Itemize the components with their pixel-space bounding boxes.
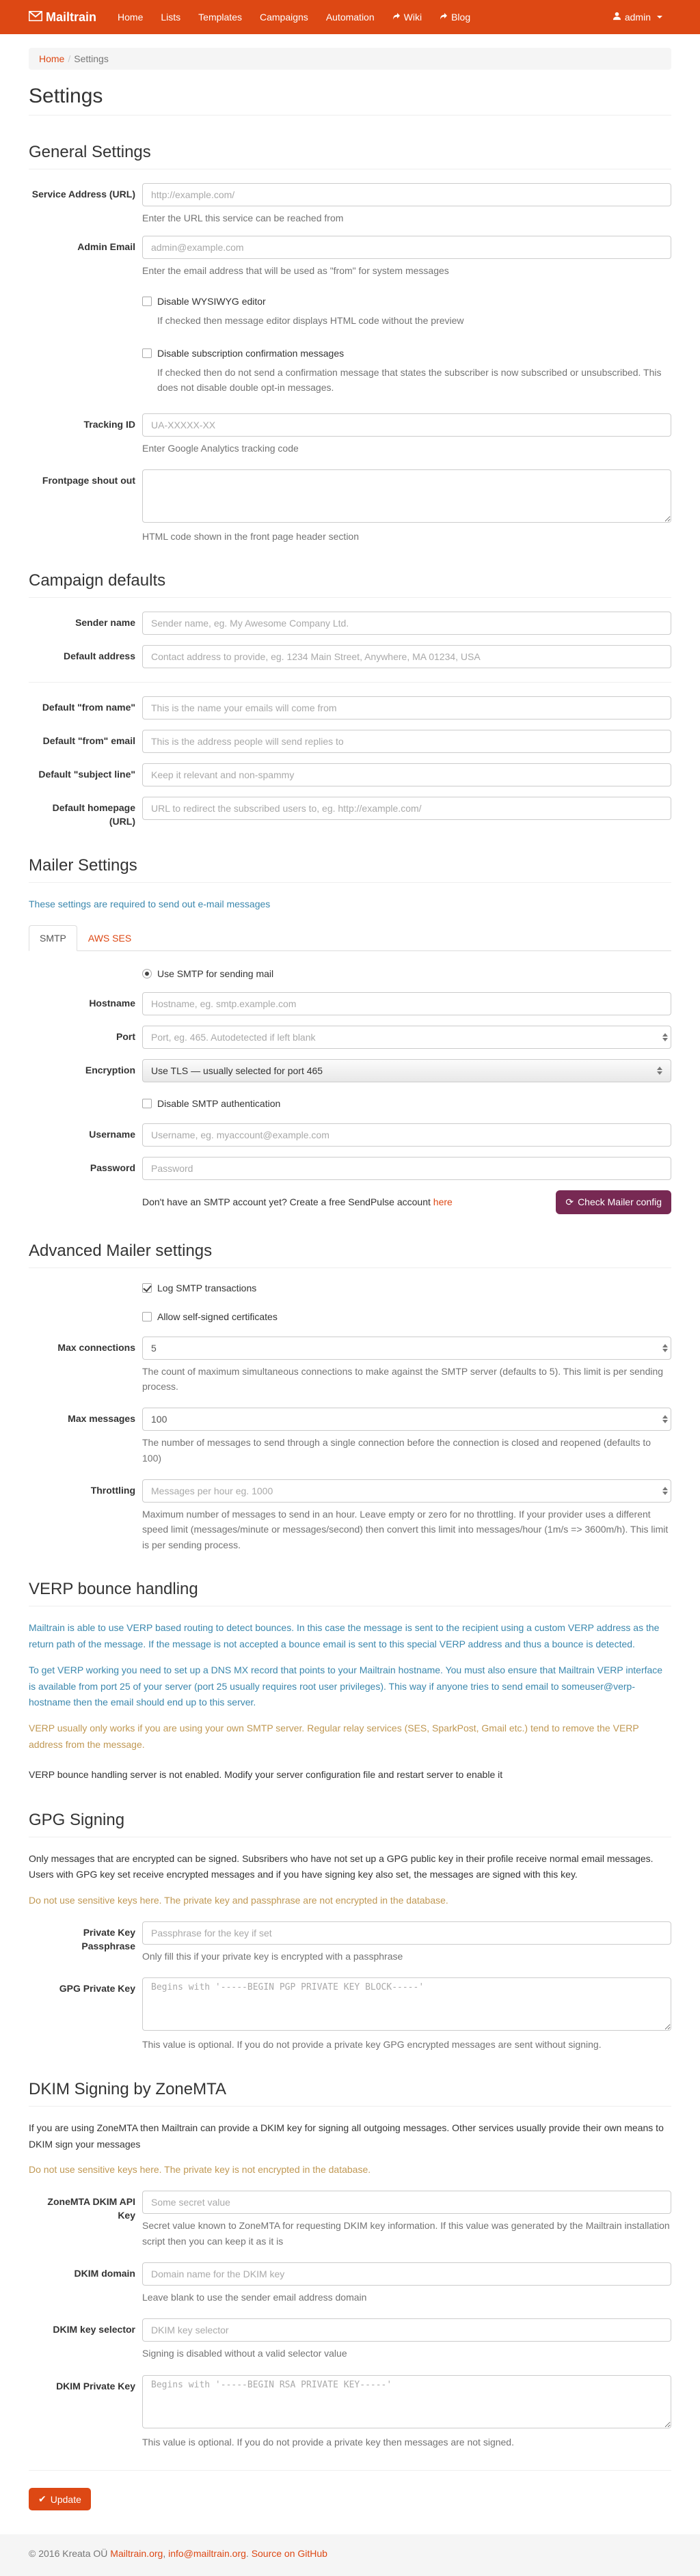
gpg-private-key-help: This value is optional. If you do not provide a private key GPG encrypted messages are sent without signing.: [142, 2039, 602, 2051]
tab-aws-ses[interactable]: AWS SES: [88, 933, 132, 944]
max-messages-label: Max messages: [68, 1413, 135, 1425]
self-signed-label: Allow self-signed certificates: [157, 1311, 278, 1322]
password-label: Password: [90, 1162, 135, 1173]
default-homepage-input[interactable]: [142, 797, 671, 820]
nav-item-home[interactable]: Home: [118, 12, 144, 23]
tracking-id-label: Tracking ID: [83, 418, 135, 430]
section-general-settings: General Settings: [29, 143, 151, 161]
from-name-label: Default "from name": [42, 702, 135, 713]
mailer-info-text: These settings are required to send out e-mail messages: [29, 899, 271, 910]
nav-item-campaigns[interactable]: Campaigns: [259, 12, 308, 23]
encryption-label: Encryption: [85, 1064, 135, 1075]
shoutout-textarea[interactable]: [142, 469, 671, 523]
disable-confirmation-checkbox[interactable]: [142, 347, 671, 361]
smtp-tab-panel: [29, 951, 671, 1214]
user-menu[interactable]: [604, 0, 671, 34]
subject-line-input[interactable]: [142, 763, 671, 786]
max-messages-help: The number of messages to send through a single connection before the connection is closed and reopened (defaults to 100): [142, 1437, 651, 1464]
gpg-info: Only messages that are encrypted can be signed. Subsribers who have not set up a GPG public key in their profile receive normal email messages. Users with GPG key set receive encrypted messages and if you have signing key also set, the messages are signed with this key.: [29, 1852, 654, 1880]
user-name: admin: [624, 12, 651, 23]
verp-status: VERP bounce handling server is not enabled. Modify your server configuration file and restart server to enable it: [29, 1768, 503, 1780]
gpg-warning: Do not use sensitive keys here. The private key and passphrase are not encrypted in the database.: [29, 1895, 448, 1906]
checkbox-unchecked-icon[interactable]: [142, 348, 152, 358]
port-input[interactable]: [142, 1026, 671, 1049]
divider: [29, 882, 671, 883]
radio-selected-icon[interactable]: [142, 969, 152, 978]
dkim-selector-help: Signing is disabled without a valid selector value: [142, 2348, 347, 2359]
page-footer: [0, 2534, 700, 2576]
admin-email-help: Enter the email address that will be used as "from" for system messages: [142, 265, 449, 277]
footer-mailtrain-link[interactable]: Mailtrain.org: [110, 2548, 163, 2560]
disable-wysiwyg-help: If checked then message editor displays HTML code without the preview: [157, 314, 464, 326]
footer-email-link[interactable]: info@mailtrain.org: [168, 2548, 246, 2560]
hostname-input[interactable]: [142, 992, 671, 1015]
log-smtp-checkbox[interactable]: [142, 1282, 671, 1296]
username-input[interactable]: [142, 1123, 671, 1147]
use-smtp-radio-label: Use SMTP for sending mail: [157, 968, 274, 980]
dkim-api-key-input[interactable]: [142, 2191, 671, 2214]
nav-item-automation[interactable]: Automation: [325, 12, 375, 23]
throttling-input[interactable]: [142, 1479, 671, 1503]
disable-smtp-auth-checkbox[interactable]: [142, 1097, 671, 1111]
user-icon: [612, 12, 621, 23]
gpg-private-key-textarea[interactable]: [142, 1977, 671, 2031]
section-verp: VERP bounce handling: [29, 1580, 198, 1599]
log-smtp-label: Log SMTP transactions: [157, 1282, 257, 1293]
max-messages-input[interactable]: [142, 1408, 671, 1431]
use-smtp-radio[interactable]: [142, 968, 671, 981]
from-name-input[interactable]: [142, 696, 671, 720]
gpg-private-key-label: GPG Private Key: [59, 1983, 135, 1995]
breadcrumb-current: Settings: [74, 53, 109, 64]
sendpulse-here-link[interactable]: here: [433, 1196, 453, 1208]
number-stepper-icon[interactable]: [662, 1033, 668, 1041]
sender-name-input[interactable]: [142, 612, 671, 635]
check-mailer-config-button[interactable]: ⟳ Check Mailer config: [556, 1190, 671, 1214]
chevron-down-icon: [657, 16, 662, 18]
sendpulse-text: Don't have an SMTP account yet? Create a free SendPulse account here: [142, 1196, 453, 1208]
section-dkim: DKIM Signing by ZoneMTA: [29, 2079, 226, 2098]
disable-smtp-auth-label: Disable SMTP authentication: [157, 1097, 281, 1109]
max-connections-help: The count of maximum simultaneous connections to make against the SMTP server (defaults to 5). This limit is per sending process.: [142, 1365, 664, 1392]
dkim-domain-help: Leave blank to use the sender email address domain: [142, 2291, 367, 2303]
brand-label: Mailtrain: [46, 10, 97, 24]
mailtrain-brand[interactable]: [29, 10, 96, 25]
dkim-selector-label: DKIM key selector: [53, 2324, 135, 2335]
shoutout-label: Frontpage shout out: [42, 475, 135, 487]
section-advanced-mailer: Advanced Mailer settings: [29, 1241, 213, 1260]
dkim-api-key-help: Secret value known to ZoneMTA for requesting DKIM key information. If this value was generated by the Mailtrain installation script then you can keep it as it is: [142, 2220, 670, 2247]
service-address-help: Enter the URL this service can be reached from: [142, 213, 344, 223]
divider: [29, 597, 671, 598]
default-address-label: Default address: [63, 650, 135, 662]
self-signed-checkbox[interactable]: [142, 1311, 671, 1324]
breadcrumb-home-link[interactable]: Home: [39, 53, 65, 64]
dkim-warning: Do not use sensitive keys here. The private key is not encrypted in the database.: [29, 2164, 371, 2176]
footer-copyright: © 2016 Kreata OÜ Mailtrain.org, info@mailtrain.org. Source on GitHub: [29, 2548, 327, 2560]
breadcrumb: [29, 48, 671, 70]
tracking-id-help: Enter Google Analytics tracking code: [142, 442, 299, 454]
default-homepage-label: Default homepage (URL): [52, 802, 135, 827]
divider: [29, 2470, 671, 2471]
service-address-input[interactable]: [142, 183, 671, 206]
nav-item-wiki[interactable]: Wiki: [383, 0, 431, 34]
encryption-selected-value: Use TLS — usually selected for port 465: [151, 1065, 323, 1076]
section-gpg: GPG Signing: [29, 1810, 125, 1829]
subject-line-label: Default "subject line": [38, 769, 135, 780]
divider: [29, 682, 671, 683]
dkim-private-key-textarea[interactable]: [142, 2375, 671, 2428]
nav-item-lists[interactable]: Lists: [161, 12, 181, 23]
disable-confirmation-help: If checked then do not send a confirmation message that states the subscriber is now subscribed or unsubscribed. This does not disable double opt-in messages.: [157, 366, 662, 394]
verp-info-2: To get VERP working you need to set up a DNS MX record that points to your Mailtrain hostname. You must also ensure that Mailtrain VERP interface is available from port 25 of your server (port 25 usually requires root user privileges). This way if anyone tries to send email to someuser@verp-hostname then the email should end up to this server.: [29, 1664, 663, 1708]
dkim-selector-input[interactable]: [142, 2318, 671, 2342]
max-connections-label: Max connections: [57, 1341, 135, 1353]
username-label: Username: [89, 1128, 135, 1140]
update-button[interactable]: ✔ Update: [29, 2488, 91, 2510]
top-navbar: [0, 0, 700, 34]
tracking-id-input[interactable]: [142, 413, 671, 437]
verp-info-1: Mailtrain is able to use VERP based routing to detect bounces. In this case the message is sent to the recipient using a custom VERP address as the return path of the message. If the message is not accepted a bounce email is sent to this special VERP address and thus a bounce is detected.: [29, 1622, 660, 1650]
dkim-info: If you are using ZoneMTA then Mailtrain can provide a DKIM key for signing all outgoing messages. Other services usually provide their own means to DKIM sign your messages: [29, 2122, 664, 2150]
verp-warning: VERP usually only works if you are using your own SMTP server. Regular relay services (SES, SparkPost, Gmail etc.) tend to remove the VERP address from the message.: [29, 1723, 639, 1751]
disable-confirmation-label: Disable subscription confirmation messages: [157, 348, 345, 359]
refresh-icon: ⟳: [565, 1196, 574, 1207]
section-campaign-defaults: Campaign defaults: [29, 571, 166, 590]
section-mailer-settings: Mailer Settings: [29, 856, 137, 875]
from-email-input[interactable]: [142, 730, 671, 753]
check-icon: ✔: [38, 2493, 46, 2505]
divider: [29, 2106, 671, 2107]
external-link-icon: [440, 12, 448, 23]
external-link-icon: [392, 12, 401, 23]
sender-name-label: Sender name: [75, 617, 135, 629]
page-title: Settings: [29, 85, 103, 107]
dkim-api-key-label: ZoneMTA DKIM API Key: [47, 2196, 135, 2221]
disable-wysiwyg-label: Disable WYSIWYG editor: [157, 295, 266, 307]
shoutout-help: HTML code shown in the front page header section: [142, 531, 360, 543]
dkim-private-key-label: DKIM Private Key: [56, 2380, 135, 2392]
checkbox-checked-icon[interactable]: [142, 1283, 152, 1293]
checkbox-unchecked-icon[interactable]: [142, 297, 152, 306]
number-stepper-icon[interactable]: [662, 1415, 668, 1423]
port-label: Port: [116, 1030, 135, 1042]
number-stepper-icon[interactable]: [662, 1344, 668, 1352]
mailer-tabs: [29, 925, 671, 951]
dkim-domain-label: DKIM domain: [74, 2267, 135, 2279]
max-connections-input[interactable]: [142, 1337, 671, 1360]
envelope-logo-icon: [29, 10, 42, 25]
hostname-label: Hostname: [89, 997, 135, 1009]
gpg-passphrase-help: Only fill this if your private key is encrypted with a passphrase: [142, 1951, 403, 1962]
number-stepper-icon[interactable]: [662, 1487, 668, 1495]
main-nav: [109, 0, 479, 34]
service-address-label: Service Address (URL): [31, 189, 135, 200]
admin-email-input[interactable]: [142, 236, 671, 259]
select-arrows-icon: [657, 1067, 662, 1075]
encryption-select[interactable]: [142, 1059, 671, 1082]
breadcrumb-separator: /: [68, 53, 71, 64]
checkbox-unchecked-icon[interactable]: [142, 1099, 152, 1108]
tab-smtp[interactable]: SMTP: [29, 925, 77, 951]
default-address-input[interactable]: [142, 645, 671, 668]
gpg-passphrase-input[interactable]: [142, 1921, 671, 1945]
throttling-help: Maximum number of messages to send in an hour. Leave empty or zero for no throttling. If your provider uses a different speed limit (messages/minute or messages/second) then convert this limit into messages/hour (1m/s => 3600m/h). This limit is per sending process.: [142, 1509, 669, 1550]
dkim-private-key-help: This value is optional. If you do not provide a private key then messages are not signed.: [142, 2436, 514, 2448]
disable-wysiwyg-checkbox[interactable]: [142, 295, 671, 309]
nav-item-blog[interactable]: Blog: [431, 0, 479, 34]
footer-github-link[interactable]: Source on GitHub: [251, 2548, 327, 2560]
admin-email-label: Admin Email: [77, 241, 135, 253]
throttling-label: Throttling: [90, 1485, 135, 1496]
nav-item-templates[interactable]: Templates: [198, 12, 242, 23]
from-email-label: Default "from" email: [42, 735, 135, 747]
gpg-passphrase-label: Private Key Passphrase: [81, 1927, 135, 1951]
checkbox-unchecked-icon[interactable]: [142, 1312, 152, 1321]
password-input[interactable]: [142, 1157, 671, 1180]
dkim-domain-input[interactable]: [142, 2262, 671, 2286]
